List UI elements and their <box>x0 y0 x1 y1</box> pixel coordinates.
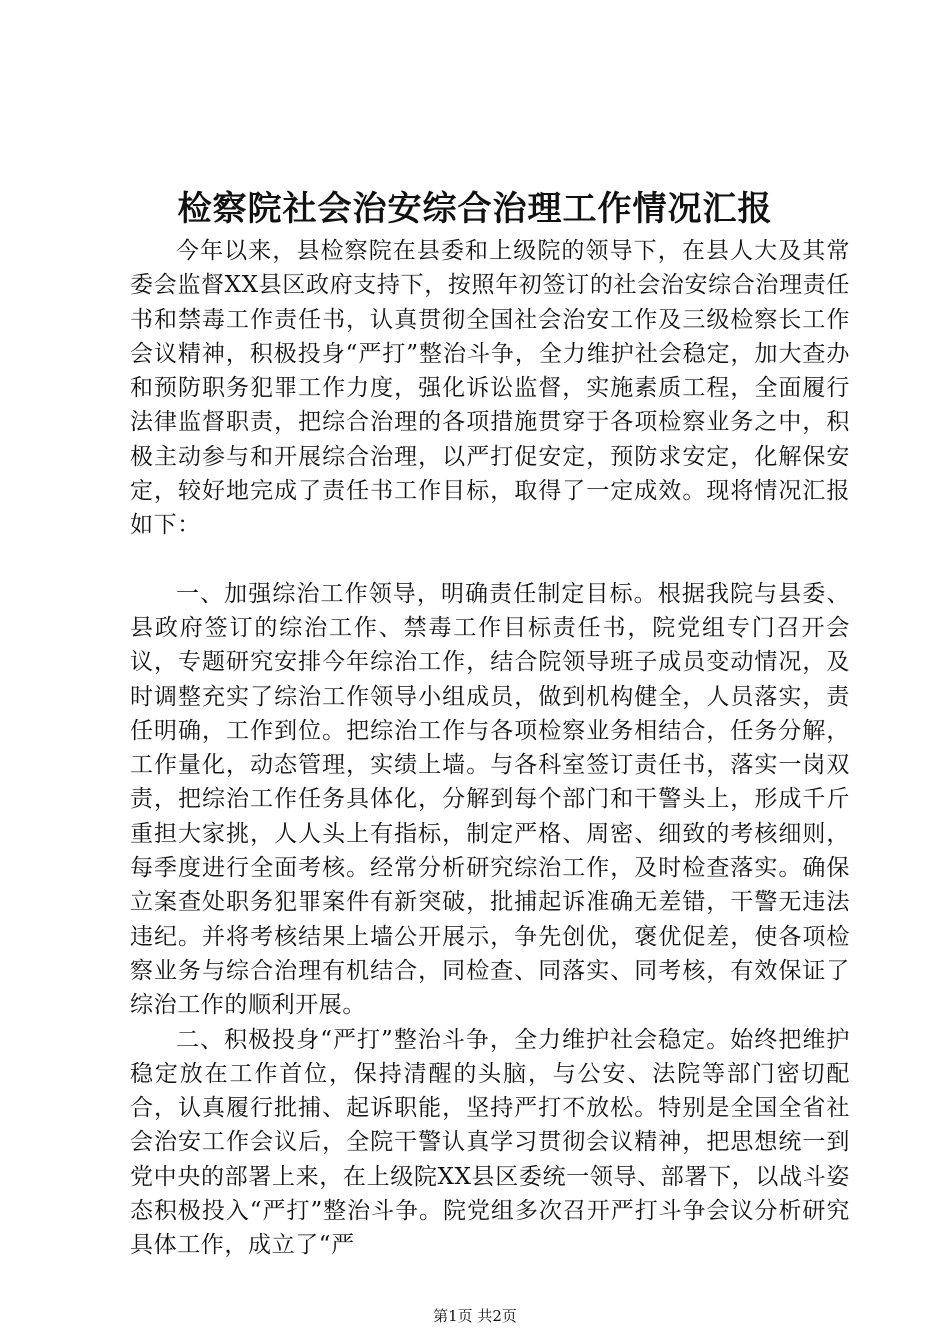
paragraph-spacer <box>130 543 850 577</box>
section-two-paragraph: 二、积极投身“严打”整治斗争，全力维护社会稳定。始终把维护稳定放在工作首位，保持清醒的头脑，与公安、法院等部门密切配合，认真履行批捕、起诉职能，坚持严打不放松。特别是全国全省社会治安工作会议后，全院干警认真学习贯彻会议精神，把思想统一到党中央的部署上来，在上级院XX县区委统一领导、部署下，以战斗姿态积极投入“严打”整治斗争。院党组多次召开严打斗争会议分析研究具体工作，成立了“严 <box>130 1026 850 1259</box>
section-one-paragraph: 一、加强综治工作领导，明确责任制定目标。根据我院与县委、县政府签订的综治工作、禁毒工作目标责任书，院党组专门召开会议，专题研究安排今年综治工作，结合院领导班子成员变动情况，及时调整充实了综治工作领导小组成员，做到机构健全，人员落实，责任明确，工作到位。把综治工作与各项检察业务相结合，任务分解，工作量化，动态管理，实绩上墙。与各科室签订责任书，落实一岗双责，把综治工作任务具体化，分解到每个部门和干警头上，形成千斤重担大家挑，人人头上有指标，制定严格、周密、细致的考核细则，每季度进行全面考核。经常分析研究综治工作，及时检查落实。确保立案查处职务犯罪案件有新突破，批捕起诉准确无差错，干警无违法违纪。并将考核结果上墙公开展示，争先创优，褒优促差，使各项检察业务与综合治理有机结合，同检查、同落实、同考核，有效保证了综治工作的顺利开展。 <box>130 580 850 1019</box>
intro-paragraph: 今年以来，县检察院在县委和上级院的领导下，在县人大及其常委会监督XX县区政府支持下，按照年初签订的社会治安综合治理责任书和禁毒工作责任书，认真贯彻全国社会治安工作及三级检察长工作会议精神，积极投身“严打”整治斗争，全力维护社会稳定，加大查办和预防职务犯罪工作力度，强化诉讼监督，实施素质工程，全面履行法律监督职责，把综合治理的各项措施贯穿于各项检察业务之中，积极主动参与和开展综合治理，以严打促安定，预防求安定，化解保安定，较好地完成了责任书工作目标，取得了一定成效。现将情况汇报如下： <box>130 238 850 539</box>
document-body <box>130 234 850 1263</box>
page-number-footer: 第1页 共2页 <box>433 1307 517 1325</box>
document-title: 检察院社会治安综合治理工作情况汇报 <box>177 189 773 229</box>
